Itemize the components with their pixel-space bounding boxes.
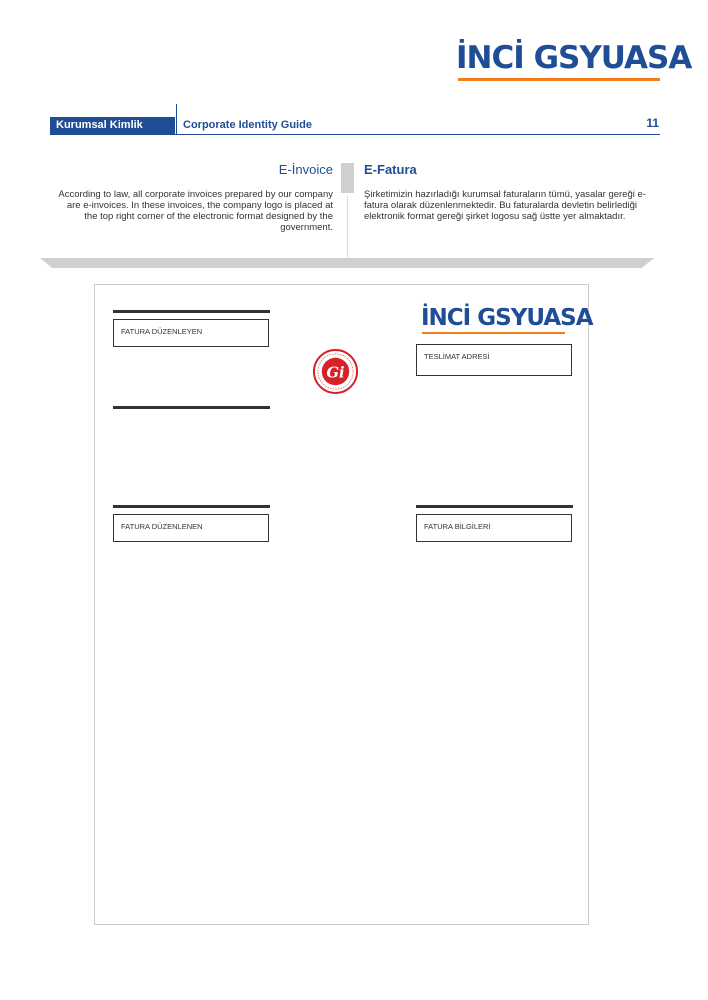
header-tab-turkish: Kurumsal Kimlik Kılavuzu	[50, 117, 175, 134]
header-tab-english: Corporate Identity Guide	[183, 119, 312, 131]
header-divider	[176, 104, 177, 134]
header-logo	[456, 40, 691, 76]
page-number: 11	[646, 116, 659, 130]
column-marker	[341, 163, 354, 193]
issuer-top-rule	[113, 310, 270, 313]
recipient-top-rule	[113, 505, 270, 508]
delivery-address-field: TESLİMAT ADRESİ	[416, 344, 572, 376]
section-band	[40, 258, 654, 268]
issuer-field: FATURA DÜZENLEYEN	[113, 319, 269, 347]
invoice-info-field: FATURA BİLGİLERİ	[416, 514, 572, 542]
english-body: According to law, all corporate invoices prepared by our company are e-invoices. In these invoices, the company logo is placed at the top right corner of the electronic format designed by the government.	[58, 189, 333, 233]
issuer-bottom-rule	[113, 406, 270, 409]
invoice-logo	[421, 305, 593, 331]
turkish-body: Şirketimizin hazırladığı kurumsal faturaların tümü, yasalar gereği e-fatura olarak düzenlenmektedir. Bu faturalarda devletin belirlediği elektronik format gereği şirket logosu sağ üstte yer almaktadır.	[364, 189, 646, 222]
recipient-field: FATURA DÜZENLENEN	[113, 514, 269, 542]
invoice-logo-word-gsyuasa: GSYUASA	[477, 305, 593, 331]
logo-word-inci: İNCİ	[456, 40, 524, 76]
invoice-info-top-rule	[416, 505, 573, 508]
gib-seal-icon	[312, 348, 359, 395]
english-title: E-İnvoice	[278, 162, 333, 177]
invoice-logo-word-inci: İNCİ	[421, 305, 471, 331]
header-rule	[50, 134, 660, 135]
header-logo-underline	[458, 78, 660, 81]
logo-word-gsyuasa: GSYUASA	[533, 40, 692, 76]
column-divider	[347, 196, 348, 258]
turkish-title: E-Fatura	[364, 162, 417, 177]
seal-letter: Gi	[326, 364, 345, 382]
invoice-logo-underline	[422, 332, 565, 334]
